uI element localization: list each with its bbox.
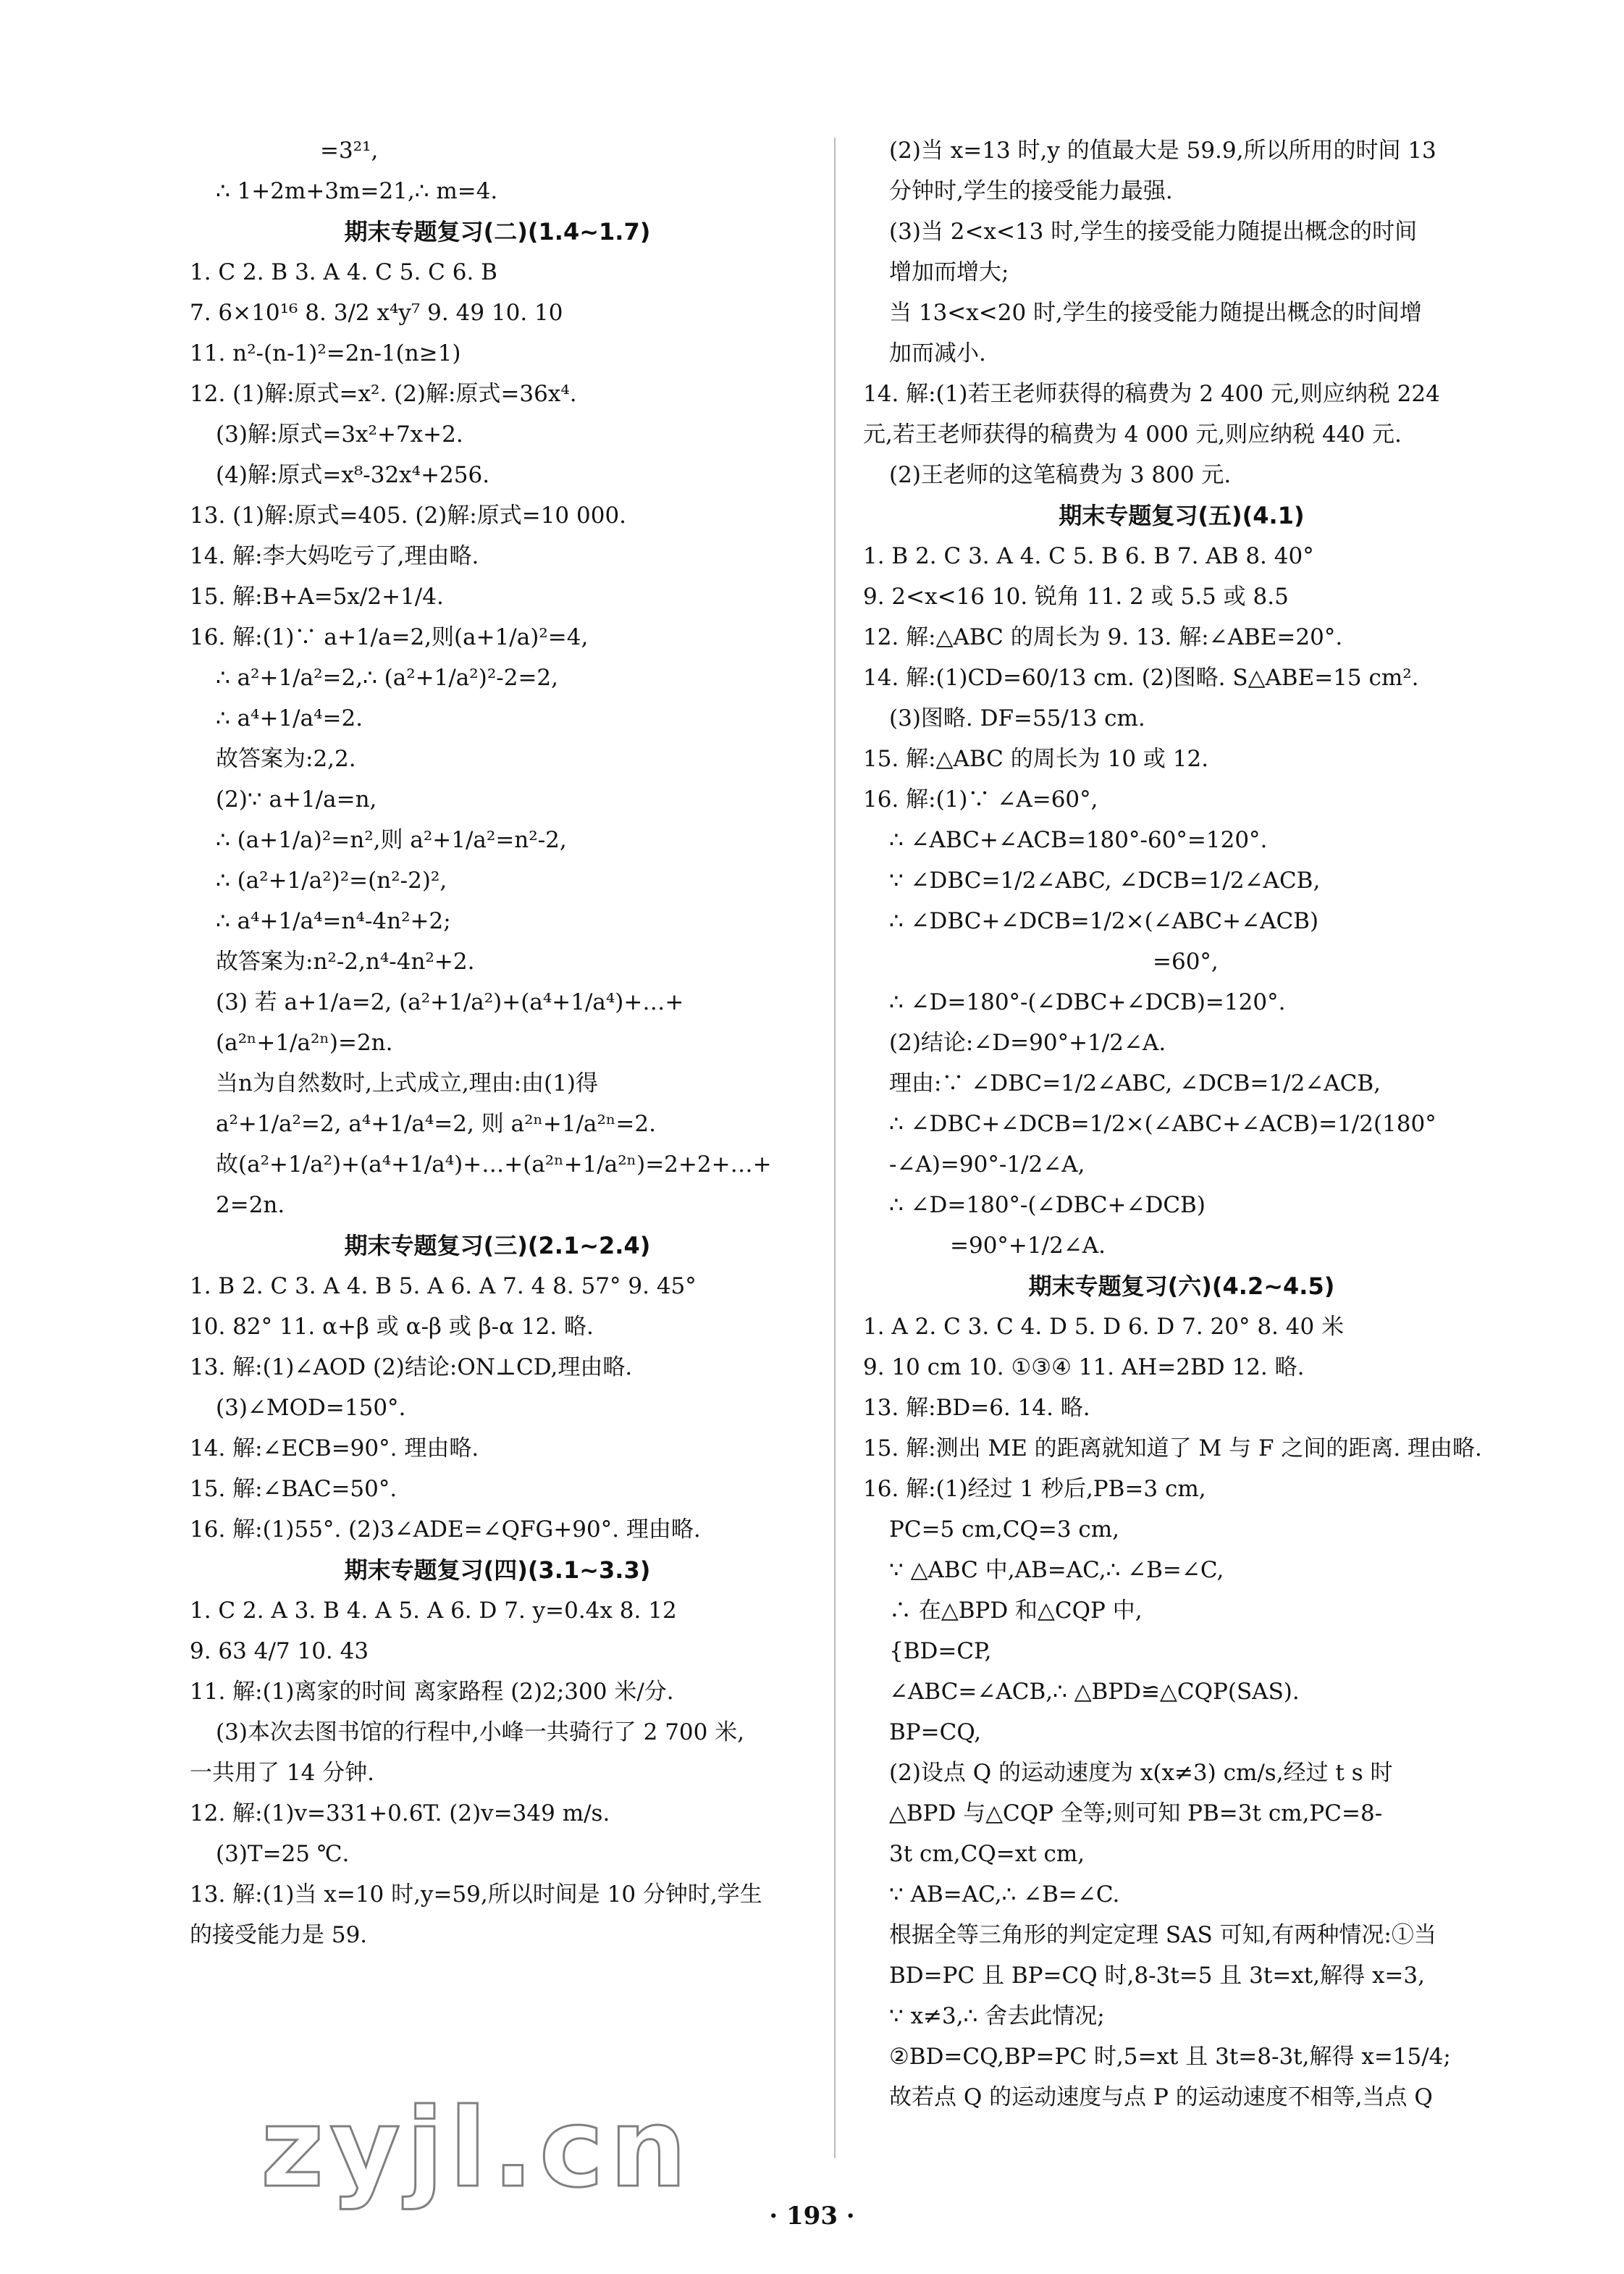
answer-line: 根据全等三角形的判定定理 SAS 可知,有两种情况:①当 — [889, 1922, 1436, 1948]
answer-line: ∠ABC=∠ACB,∴ △BPD≌△CQP(SAS). — [889, 1679, 1300, 1705]
answer-line: 1. C 2. A 3. B 4. A 5. A 6. D 7. y=0.4x 8. 12 — [190, 1598, 677, 1624]
answer-line: 15. 解:∠BAC=50°. — [190, 1476, 397, 1502]
watermark-logo: zyjl.cn — [261, 2086, 693, 2212]
answer-line: ∴ 在△BPD 和△CQP 中, — [889, 1598, 1143, 1624]
answer-line: 15. 解:△ABC 的周长为 10 或 12. — [863, 746, 1209, 772]
answer-line: ∴ ∠D=180°-(∠DBC+∠DCB) — [889, 1192, 1206, 1218]
answer-line: ∴ ∠ABC+∠ACB=180°-60°=120°. — [889, 827, 1268, 853]
answer-line: 15. 解:B+A=5x/2+1/4. — [190, 584, 444, 610]
answer-line: ∴ ∠DBC+∠DCB=1/2×(∠ABC+∠ACB)=1/2(180° — [889, 1111, 1436, 1137]
answer-line: =3²¹, — [320, 138, 379, 164]
answer-line: (4)解:原式=x⁸-32x⁴+256. — [216, 462, 490, 488]
answer-line: (3)本次去图书馆的行程中,小峰一共骑行了 2 700 米, — [216, 1719, 745, 1745]
answer-line: 理由:∵ ∠DBC=1/2∠ABC, ∠DCB=1/2∠ACB, — [889, 1070, 1381, 1096]
answer-line: (3) 若 a+1/a=2, (a²+1/a²)+(a⁴+1/a⁴)+…+ — [216, 989, 684, 1015]
right-column — [863, 130, 1500, 2118]
answer-line: 加而减小. — [889, 340, 986, 366]
answer-line: 7. 6×10¹⁶ 8. 3/2 x⁴y⁷ 9. 49 10. 10 — [190, 300, 563, 326]
answer-line: 14. 解:(1)若王老师获得的稿费为 2 400 元,则应纳税 224 — [863, 381, 1440, 407]
answer-line: ∴ ∠DBC+∠DCB=1/2×(∠ABC+∠ACB) — [889, 908, 1319, 934]
answer-line: 12. (1)解:原式=x². (2)解:原式=36x⁴. — [190, 381, 577, 407]
answer-line: 13. (1)解:原式=405. (2)解:原式=10 000. — [190, 503, 627, 529]
answer-line: 14. 解:∠ECB=90°. 理由略. — [190, 1435, 479, 1461]
section-heading: 期末专题复习(六)(4.2~4.5) — [1028, 1272, 1335, 1300]
answer-line: ∴ a⁴+1/a⁴=2. — [216, 705, 363, 731]
answer-line: 故答案为:n²-2,n⁴-4n²+2. — [216, 949, 475, 975]
answer-line: (3)当 2<x<13 时,学生的接受能力随提出概念的时间 — [889, 219, 1418, 245]
section-heading: 期末专题复习(二)(1.4~1.7) — [344, 218, 651, 246]
answer-line: (3)T=25 ℃. — [216, 1841, 350, 1867]
answer-line: ∵ △ABC 中,AB=AC,∴ ∠B=∠C, — [889, 1557, 1224, 1583]
answer-line: 9. 63 4/7 10. 43 — [190, 1638, 369, 1664]
answer-line: 故(a²+1/a²)+(a⁴+1/a⁴)+…+(a²ⁿ+1/a²ⁿ)=2+2+…+ — [216, 1151, 772, 1178]
answer-line: 13. 解:BD=6. 14. 略. — [863, 1395, 1090, 1421]
answer-line: (2)设点 Q 的运动速度为 x(x≠3) cm/s,经过 t s 时 — [889, 1760, 1393, 1786]
answer-line: 12. 解:△ABC 的周长为 9. 13. 解:∠ABE=20°. — [863, 624, 1343, 650]
answer-line: 9. 2<x<16 10. 锐角 11. 2 或 5.5 或 8.5 — [863, 584, 1289, 610]
answer-line: 2=2n. — [216, 1192, 285, 1218]
answer-line: (2)王老师的这笔稿费为 3 800 元. — [889, 462, 1232, 488]
answer-line: 一共用了 14 分钟. — [190, 1760, 375, 1786]
answer-line: ∴ a⁴+1/a⁴=n⁴-4n²+2; — [216, 908, 451, 934]
answer-line: 3t cm,CQ=xt cm, — [889, 1841, 1085, 1867]
answer-line: BP=CQ, — [889, 1719, 982, 1745]
answer-line: 16. 解:(1)经过 1 秒后,PB=3 cm, — [863, 1476, 1206, 1502]
answer-line: 11. n²-(n-1)²=2n-1(n≥1) — [190, 340, 461, 366]
section-heading: 期末专题复习(五)(4.1) — [1059, 502, 1305, 529]
answer-line: (2)当 x=13 时,y 的值最大是 59.9,所以所用的时间 13 — [889, 138, 1436, 164]
answer-line: 当 13<x<20 时,学生的接受能力随提出概念的时间增 — [889, 300, 1422, 326]
answer-line: 1. B 2. C 3. A 4. C 5. B 6. B 7. AB 8. 40° — [863, 543, 1314, 569]
answer-line: 13. 解:(1)∠AOD (2)结论:ON⊥CD,理由略. — [190, 1354, 633, 1380]
answer-line: 故答案为:2,2. — [216, 746, 356, 772]
answer-line: (a²ⁿ+1/a²ⁿ)=2n. — [216, 1030, 393, 1056]
answer-line: BD=PC 且 BP=CQ 时,8-3t=5 且 3t=xt,解得 x=3, — [889, 1963, 1425, 1989]
answer-line: 1. C 2. B 3. A 4. C 5. C 6. B — [190, 259, 497, 285]
answer-line: ∴ 1+2m+3m=21,∴ m=4. — [216, 178, 498, 204]
answer-line: 增加而增大; — [889, 259, 1009, 285]
answer-line: 13. 解:(1)当 x=10 时,y=59,所以时间是 10 分钟时,学生 — [190, 1881, 762, 1908]
column-divider — [834, 138, 836, 2158]
answer-line: 11. 解:(1)离家的时间 离家路程 (2)2;300 米/分. — [190, 1679, 674, 1705]
answer-line: ∴ (a+1/a)²=n²,则 a²+1/a²=n²-2, — [216, 827, 567, 853]
answer-line: 14. 解:李大妈吃亏了,理由略. — [190, 543, 479, 569]
answer-line: 元,若王老师获得的稿费为 4 000 元,则应纳税 440 元. — [863, 421, 1402, 448]
answer-line: PC=5 cm,CQ=3 cm, — [889, 1516, 1120, 1543]
answer-line: (2)结论:∠D=90°+1/2∠A. — [889, 1030, 1166, 1056]
page-number: · 193 · — [769, 2202, 855, 2231]
answer-line: △BPD 与△CQP 全等;则可知 PB=3t cm,PC=8- — [889, 1800, 1383, 1826]
answer-line: 15. 解:测出 ME 的距离就知道了 M 与 F 之间的距离. 理由略. — [863, 1435, 1482, 1461]
answer-line: 16. 解:(1)55°. (2)3∠ADE=∠QFG+90°. 理由略. — [190, 1516, 701, 1543]
answer-line: 1. A 2. C 3. C 4. D 5. D 6. D 7. 20° 8. 40 米 — [863, 1314, 1345, 1340]
answer-line: ∴ (a²+1/a²)²=(n²-2)², — [216, 868, 447, 894]
answer-line: (3)图略. DF=55/13 cm. — [889, 705, 1145, 731]
answer-line: -∠A)=90°-1/2∠A, — [889, 1151, 1085, 1178]
answer-line: 分钟时,学生的接受能力最强. — [889, 178, 1173, 204]
answer-line: 16. 解:(1)∵ ∠A=60°, — [863, 786, 1098, 813]
answer-line: 14. 解:(1)CD=60/13 cm. (2)图略. S△ABE=15 cm². — [863, 665, 1419, 691]
answer-line: (2)∵ a+1/a=n, — [216, 786, 377, 813]
answer-line: =60°, — [1153, 949, 1219, 975]
answer-line: a²+1/a²=2, a⁴+1/a⁴=2, 则 a²ⁿ+1/a²ⁿ=2. — [216, 1111, 656, 1137]
answer-line: 10. 82° 11. α+β 或 α-β 或 β-α 12. 略. — [190, 1314, 594, 1340]
answer-line: =90°+1/2∠A. — [950, 1233, 1106, 1259]
answer-line: ∵ x≠3,∴ 舍去此情况; — [889, 2003, 1105, 2029]
answer-line: ∴ ∠D=180°-(∠DBC+∠DCB)=120°. — [889, 989, 1286, 1015]
left-column — [190, 130, 805, 1955]
answer-line: 1. B 2. C 3. A 4. B 5. A 6. A 7. 4 8. 57° 9. 45° — [190, 1273, 697, 1299]
answer-line: (3)解:原式=3x²+7x+2. — [216, 421, 463, 448]
answer-line: 9. 10 cm 10. ①③④ 11. AH=2BD 12. 略. — [863, 1354, 1305, 1380]
answer-line: ∵ ∠DBC=1/2∠ABC, ∠DCB=1/2∠ACB, — [889, 868, 1321, 894]
answer-line: ∴ a²+1/a²=2,∴ (a²+1/a²)²-2=2, — [216, 665, 558, 691]
section-heading: 期末专题复习(四)(3.1~3.3) — [344, 1556, 651, 1584]
answer-line: ②BD=CQ,BP=PC 时,5=xt 且 3t=8-3t,解得 x=15/4; — [889, 2044, 1451, 2070]
answer-line: 故若点 Q 的运动速度与点 P 的运动速度不相等,当点 Q — [889, 2084, 1433, 2110]
section-heading: 期末专题复习(三)(2.1~2.4) — [344, 1232, 651, 1259]
answer-line: 16. 解:(1)∵ a+1/a=2,则(a+1/a)²=4, — [190, 624, 589, 650]
answer-line: 当n为自然数时,上式成立,理由:由(1)得 — [216, 1070, 599, 1096]
answer-line: 12. 解:(1)v=331+0.6T. (2)v=349 m/s. — [190, 1800, 610, 1826]
answer-line: 的接受能力是 59. — [190, 1922, 368, 1948]
answer-line: ∵ AB=AC,∴ ∠B=∠C. — [889, 1881, 1120, 1908]
answer-line: {BD=CP, — [889, 1638, 992, 1664]
answer-line: (3)∠MOD=150°. — [216, 1395, 406, 1421]
